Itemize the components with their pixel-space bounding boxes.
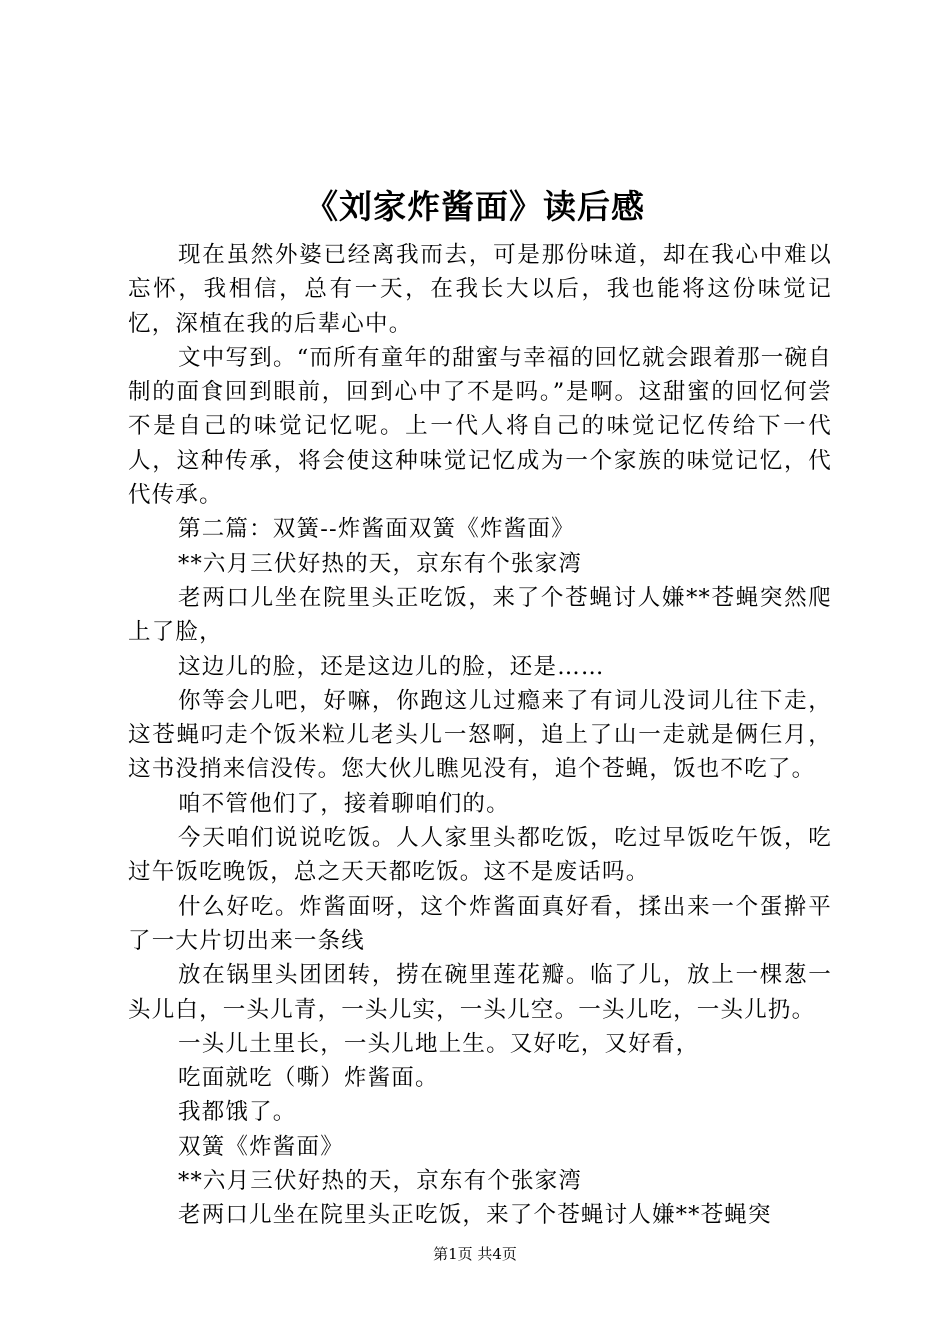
- paragraph: 文中写到。“而所有童年的甜蜜与幸福的回忆就会跟着那一碗自制的面食回到眼前，回到心中了不是吗。”是啊。这甜蜜的回忆何尝不是自己的味觉记忆呢。上一代人将自己的味觉记忆传给下一代人，这种传承，将会使这种味觉记忆成为一个家族的味觉记忆，代代传承。: [128, 344, 832, 509]
- paragraph: 老两口儿坐在院里头正吃饭，来了个苍蝇讨人嫌**苍蝇突: [178, 1202, 772, 1229]
- paragraph: 放在锅里头团团转，捞在碗里莲花瓣。临了儿，放上一棵葱一头儿白，一头儿青，一头儿实，一头儿空。一头儿吃，一头儿扔。: [128, 962, 832, 1023]
- paragraph: 双簧《炸酱面》: [178, 1133, 344, 1160]
- paragraph: 这边儿的脸，还是这边儿的脸，还是……: [178, 653, 605, 680]
- paragraph: 今天咱们说说吃饭。人人家里头都吃饭，吃过早饭吃午饭，吃过午饭吃晚饭，总之天天都吃饭。这不是废话吗。: [128, 825, 832, 886]
- paragraph: **六月三伏好热的天，京东有个张家湾: [178, 550, 583, 577]
- paragraph: 一头儿土里长，一头儿地上生。又好吃，又好看，: [178, 1030, 700, 1057]
- paragraph: 现在虽然外婆已经离我而去，可是那份味道，却在我心中难以忘怀，我相信，总有一天，在我长大以后，我也能将这份味觉记忆，深植在我的后辈心中。: [128, 242, 832, 337]
- paragraph: 咱不管他们了，接着聊咱们的。: [178, 790, 510, 817]
- paragraph: 我都饿了。: [178, 1099, 297, 1126]
- paragraph: **六月三伏好热的天，京东有个张家湾: [178, 1168, 583, 1195]
- document-body: [128, 238, 832, 1233]
- paragraph: 吃面就吃（嘶）炸酱面。: [178, 1065, 439, 1092]
- document-title: 《刘家炸酱面》读后感: [305, 187, 645, 226]
- paragraph-section-heading: 第二篇：双簧--炸酱面双簧《炸酱面》: [178, 516, 575, 543]
- paragraph: 什么好吃。炸酱面呀，这个炸酱面真好看，揉出来一个蛋擀平了一大片切出来一条线: [128, 893, 832, 954]
- page-footer: 第1页 共4页: [433, 1245, 517, 1263]
- paragraph: 你等会儿吧，好嘛，你跑这儿过瘾来了有词儿没词儿往下走，这苍蝇叼走个饭米粒儿老头儿一怒啊，追上了山一走就是俩仨月，这书没捎来信没传。您大伙儿瞧见没有，追个苍蝇，饭也不吃了。: [128, 687, 832, 783]
- paragraph: 老两口儿坐在院里头正吃饭，来了个苍蝇讨人嫌**苍蝇突然爬上了脸，: [128, 584, 832, 646]
